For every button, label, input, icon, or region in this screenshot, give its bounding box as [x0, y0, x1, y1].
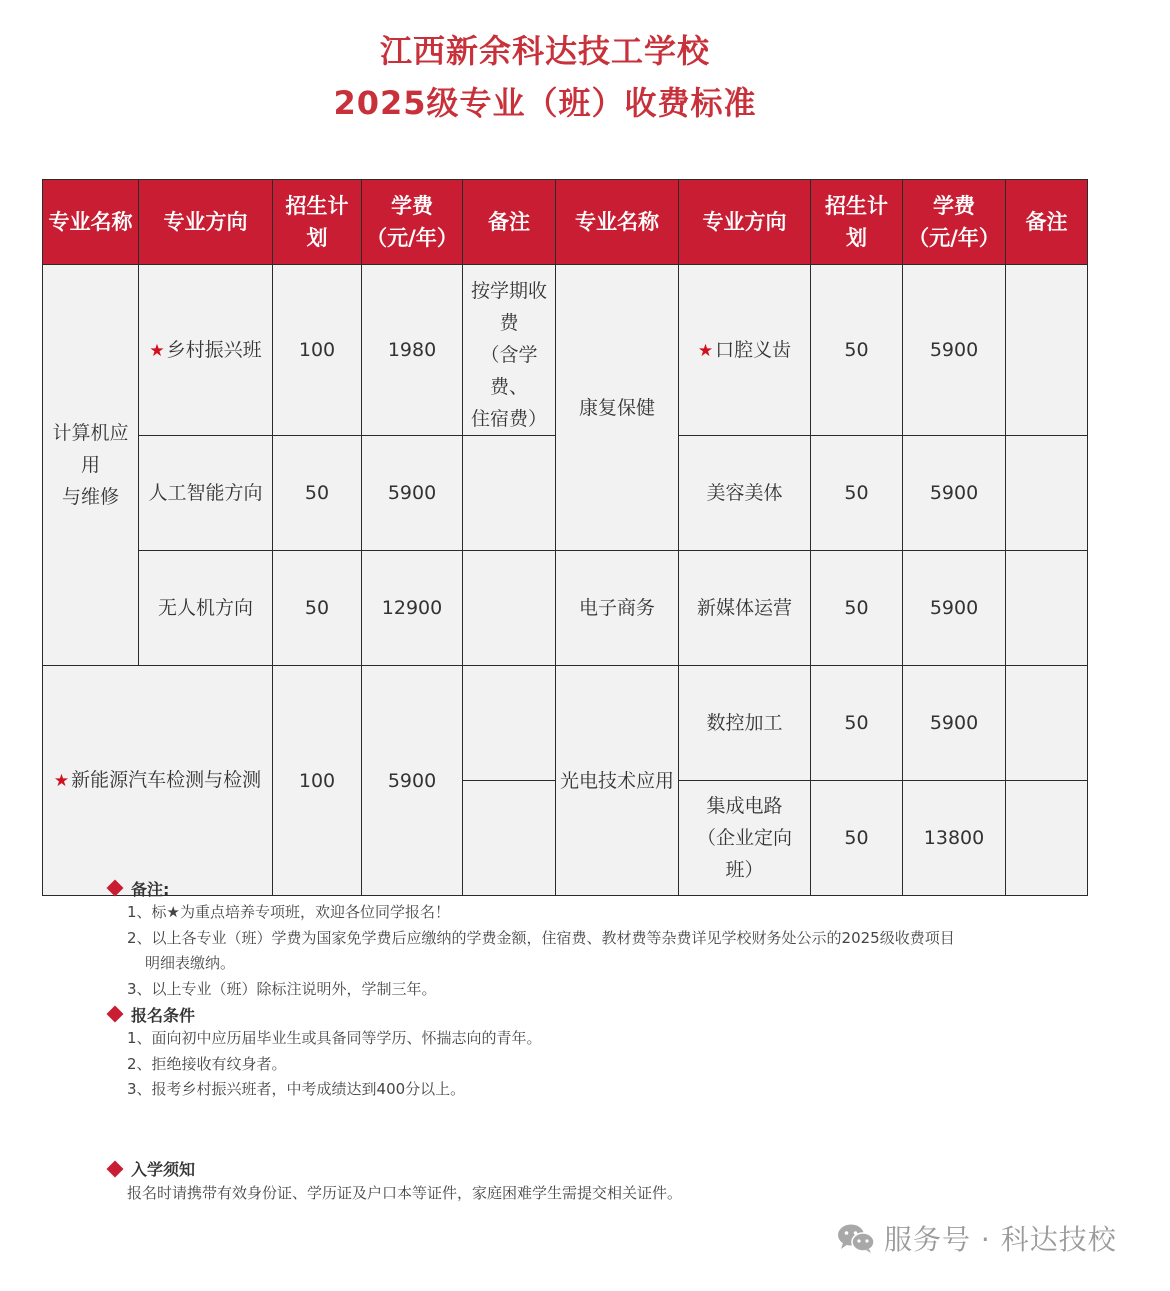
remark-item: 3、以上专业（班）除标注说明外，学制三年。	[127, 979, 437, 998]
plan-cell: 50	[811, 781, 903, 896]
major-computer: 计算机应用 与维修	[43, 265, 139, 666]
major-optoelectronic: 光电技术应用	[556, 666, 679, 896]
plan-cell: 100	[273, 265, 362, 436]
plan-cell: 50	[811, 436, 903, 551]
fee-table	[42, 179, 1088, 896]
plan-cell: 50	[273, 436, 362, 551]
enrollment-heading: 入学须知	[105, 1157, 1065, 1181]
plan-cell: 50	[811, 666, 903, 781]
direction-drone: 无人机方向	[139, 551, 273, 666]
major-new-energy: ★ 新能源汽车检测与检测	[43, 666, 273, 896]
star-icon: ★	[697, 340, 714, 361]
direction-new-media: 新媒体运营	[679, 551, 811, 666]
note-cell	[463, 436, 556, 551]
fee-cell: 5900	[903, 551, 1006, 666]
fee-cell: 1980	[362, 265, 463, 436]
plan-cell: 50	[811, 265, 903, 436]
header-fee-right: 学费 （元/年）	[903, 180, 1006, 265]
header-major-name-right: 专业名称	[556, 180, 679, 265]
fee-cell: 5900	[903, 666, 1006, 781]
major-ecommerce: 电子商务	[556, 551, 679, 666]
watermark-text: 服务号 · 科达技校	[884, 1223, 1117, 1256]
fee-cell: 5900	[362, 666, 463, 896]
remark-item: 1、标★为重点培养专项班，欢迎各位同学报名！	[127, 903, 450, 921]
remark-item-continued: 明细表缴纳。	[145, 954, 236, 972]
header-note-right: 备注	[1006, 180, 1088, 265]
fee-cell: 12900	[362, 551, 463, 666]
notes-section	[105, 876, 1065, 1206]
fee-cell: 5900	[903, 265, 1006, 436]
direction-ai: 人工智能方向	[139, 436, 273, 551]
fee-cell: 5900	[903, 436, 1006, 551]
table-header-row	[43, 180, 1088, 265]
remark-item: 2、以上各专业（班）学费为国家免学费后应缴纳的学费金额，住宿费、教材费等杂费详见学校财务处公示的2025级收费项目	[127, 928, 955, 947]
note-cell	[1006, 436, 1088, 551]
note-cell	[1006, 551, 1088, 666]
watermark	[836, 1218, 1117, 1258]
direction-ic: 集成电路 （企业定向班）	[679, 781, 811, 896]
direction-cnc: 数控加工	[679, 666, 811, 781]
plan-cell: 100	[273, 666, 362, 896]
header-direction-right: 专业方向	[679, 180, 811, 265]
requirements-heading: 报名条件	[105, 1002, 1065, 1026]
table-row	[43, 265, 1088, 436]
header-direction: 专业方向	[139, 180, 273, 265]
star-icon: ★	[53, 771, 70, 791]
enrollment-item: 报名时请携带有效身份证、学历证及户口本等证件，家庭困难学生需提交相关证件。	[127, 1183, 683, 1202]
plan-cell: 50	[811, 551, 903, 666]
note-cell: 按学期收费 （含学费、 住宿费）	[463, 265, 556, 436]
table-row	[43, 551, 1088, 666]
table-row	[43, 666, 1088, 781]
requirement-item: 3、报考乡村振兴班者，中考成绩达到400分以上。	[127, 1080, 466, 1098]
fee-standard-title: 2025级专业（班）收费标准	[333, 84, 757, 122]
school-name-title: 江西新余科达技工学校	[379, 32, 710, 70]
major-rehab: 康复保健	[556, 265, 679, 551]
header-note: 备注	[463, 180, 556, 265]
wechat-icon	[836, 1223, 876, 1253]
plan-cell: 50	[273, 551, 362, 666]
note-cell	[463, 666, 556, 781]
fee-cell: 13800	[903, 781, 1006, 896]
star-icon: ★	[149, 340, 165, 361]
requirement-item: 1、面向初中应历届毕业生或具备同等学历、怀揣志向的青年。	[127, 1029, 542, 1047]
direction-rural: ★ 乡村振兴班	[139, 265, 273, 436]
diamond-bullet-icon	[107, 1006, 124, 1023]
direction-beauty: 美容美体	[679, 436, 811, 551]
note-cell	[1006, 666, 1088, 781]
diamond-bullet-icon	[107, 1160, 124, 1177]
header-major-name: 专业名称	[43, 180, 139, 265]
direction-dental: ★ 口腔义齿	[679, 265, 811, 436]
header-fee: 学费 （元/年）	[362, 180, 463, 265]
header-plan-right: 招生计划	[811, 180, 903, 265]
diamond-bullet-icon	[107, 880, 124, 897]
note-cell	[1006, 265, 1088, 436]
note-cell	[463, 551, 556, 666]
remarks-heading: 备注:	[105, 876, 1065, 900]
header-plan: 招生计划	[273, 180, 362, 265]
fee-cell: 5900	[362, 436, 463, 551]
requirement-item: 2、拒绝接收有纹身者。	[127, 1054, 287, 1073]
